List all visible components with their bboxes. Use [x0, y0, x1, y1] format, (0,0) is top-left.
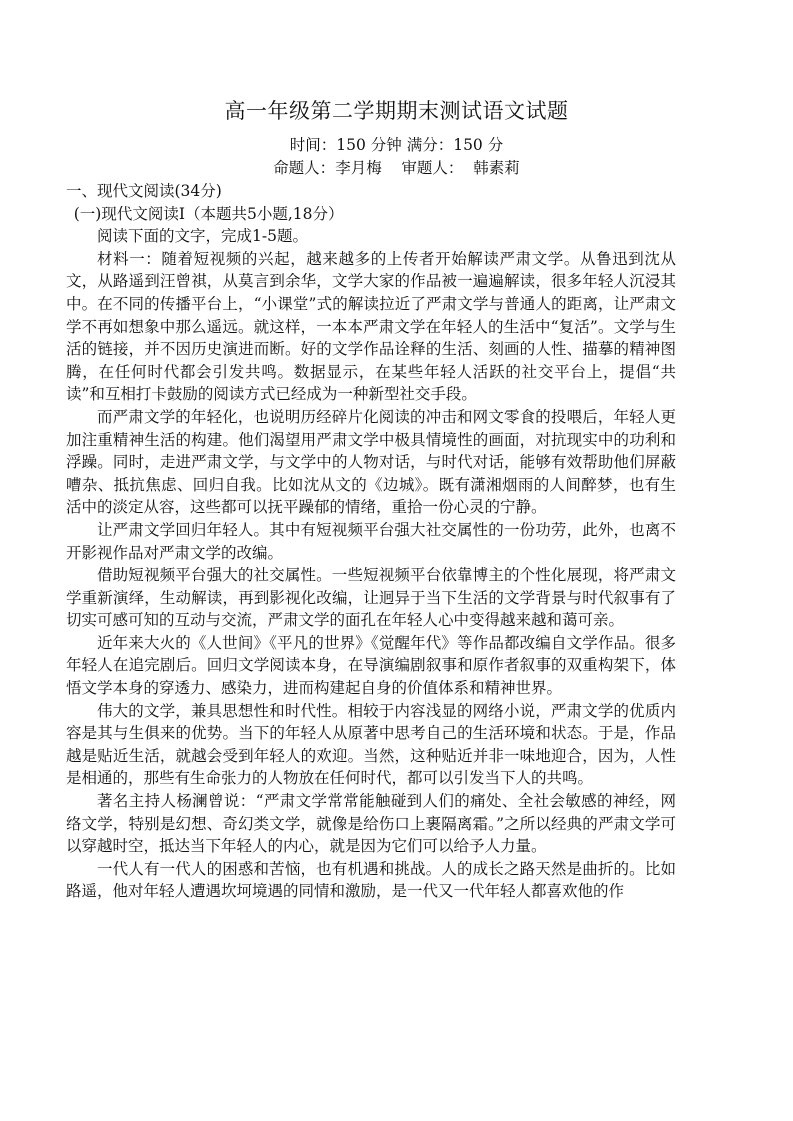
- reading-instruction: 阅读下面的文字，完成1-5题。: [97, 227, 308, 246]
- paragraph: 借助短视频平台强大的社交属性。一些短视频平台依靠博主的个性化展现，将严肃文学重新演绎，生动解读，再到影视化改编，让迥异于当下生活的文学背景与时代叙事有了切实可感可知的互动与交流，严肃文学的面孔在年轻人心中变得越来越和蔼可亲。: [66, 566, 676, 630]
- reviewer-name: 韩素莉: [473, 159, 520, 177]
- time-score-line: 时间：150 分钟 满分：150 分: [289, 136, 504, 154]
- paragraph: 近年来大火的《人世间》《平凡的世界》《觉醒年代》等作品都改编自文学作品。很多年轻人在追完剧后。回归文学阅读本身，在导演编剧叙事和原作者叙事的双重构架下，体悟文学本身的穿透力、感染力，进而构建起自身的价值体系和精神世界。: [66, 633, 676, 698]
- subsection-heading: (一)现代文阅读Ⅰ（本题共5小题,18分）: [73, 204, 344, 223]
- paragraph: 材料一：随着短视频的兴起，越来越多的上传者开始解读严肃文学。从鲁迅到沈从文，从路遥到汪曾祺，从莫言到余华，文学大家的作品被一遍遍解读，很多年轻人沉浸其中。在不同的传播平台上，“小课堂”式的解读拉近了严肃文学与普通人的距离，让严肃文学不再如想象中那么遥远。就这样，一本本严肃文学在年轻人的生活中“复活”。文学与生活的链接，并不因历史演进而断。好的文学作品诠释的生活、刻画的人性、描摹的精神图腾，在任何时代都会引发共鸣。数据显示，在某些年轻人活跃的社交平台上，提倡“共读”和互相打卡鼓励的阅读方式已经成为一种新型社交手段。: [66, 249, 676, 404]
- section-heading: 一、现代文阅读(34分): [66, 182, 222, 200]
- authors-line: [0, 157, 793, 179]
- paragraph: 一代人有一代人的困惑和苦恼，也有机遇和挑战。人的成长之路天然是曲折的。比如路遥，他对年轻人遭遇坎坷境遇的同情和激励，是一代又一代年轻人都喜欢他的作: [66, 859, 676, 901]
- setter-name: 李月梅: [335, 159, 382, 177]
- paragraph: 而严肃文学的年轻化，也说明历经碎片化阅读的冲击和网文零食的投喂后，年轻人更加注重精神生活的构建。他们渴望用严肃文学中极具情境性的画面，对抗现实中的功利和浮躁。同时，走进严肃文学，与文学中的人物对话，与时代对话，能够有效帮助他们屏蔽嘈杂、抵抗焦虑、回归自我。比如沈从文的《边城》。既有潇湘烟雨的人间醉梦，也有生活中的淡定从容，这些都可以抚平躁郁的情绪，重拾一份心灵的宁静。: [66, 407, 676, 517]
- exam-title: 高一年级第二学期期末测试语文试题: [224, 99, 569, 123]
- paragraph: 让严肃文学回归年轻人。其中有短视频平台强大社交属性的一份功劳，此外，也离不开影视作品对严肃文学的改编。: [66, 520, 676, 562]
- paragraph: 著名主持人杨澜曾说：“严肃文学常常能触碰到人们的痛处、全社会敏感的神经，网络文学，特别是幻想、奇幻类文学，就像是给伤口上裹隔离霜。”之所以经典的严肃文学可以穿越时空，抵达当下年轻人的内心，就是因为它们可以给予人力量。: [66, 792, 676, 856]
- exam-body: [66, 180, 676, 903]
- reviewer-label: 审题人：: [401, 159, 464, 177]
- setter-label: 命题人：: [273, 159, 336, 177]
- paragraph: 伟大的文学，兼具思想性和时代性。相较于内容浅显的网络小说，严肃文学的优质内容是其与生俱来的优势。当下的年轻人从原著中思考自己的生活环境和状态。于是，作品越是贴近生活，就越会受到年轻人的欢迎。当然，这种贴近并非一味地迎合，因为，人性是相通的，那些有生命张力的人物放在任何时代，都可以引发当下人的共鸣。: [66, 701, 676, 788]
